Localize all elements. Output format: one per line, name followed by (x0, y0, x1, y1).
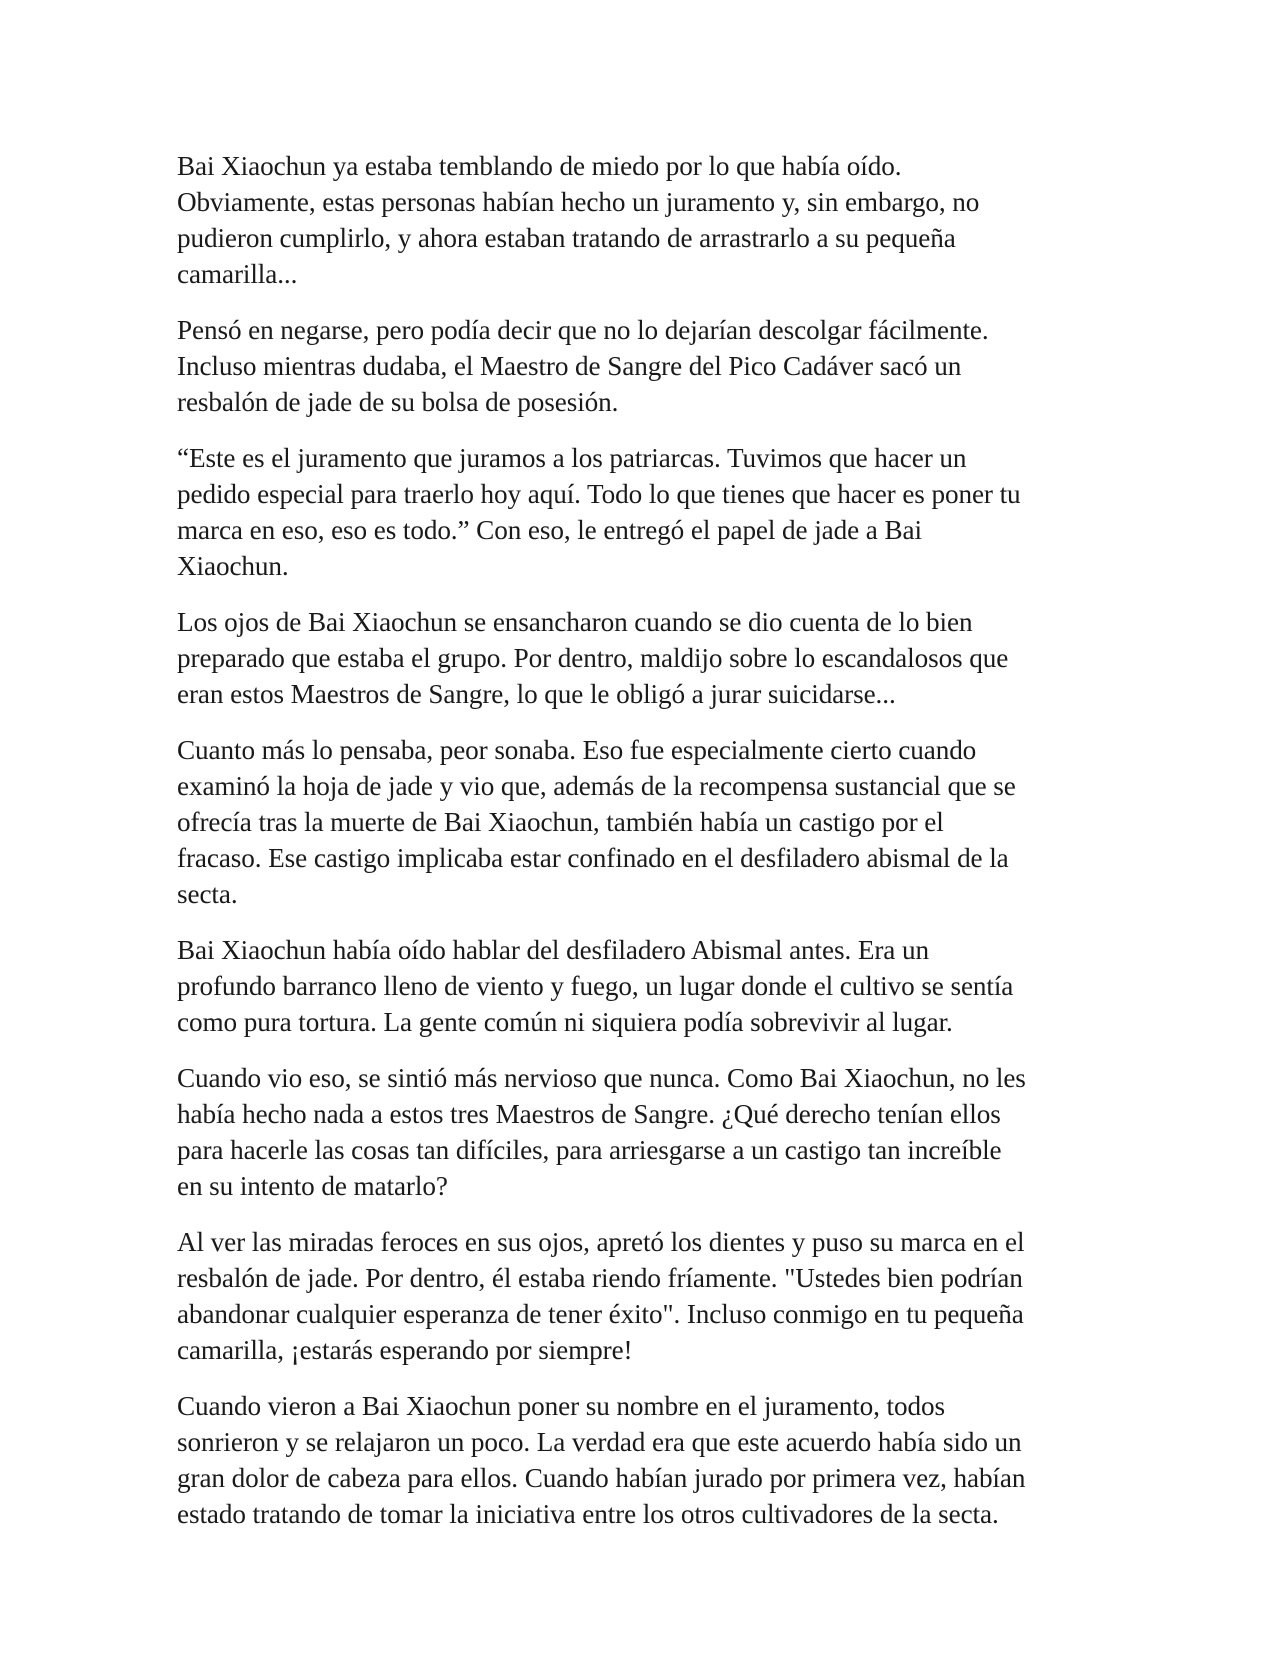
paragraph-6: Bai Xiaochun había oído hablar del desfiladero Abismal antes. Era un profundo barranco lleno de viento y fuego, un lugar donde el cultivo se sentía como pura tortura. La gente común ni siquiera podía sobrevivir al lugar. (177, 935, 1014, 1037)
paragraph-9: Cuando vieron a Bai Xiaochun poner su nombre en el juramento, todos sonrieron y se relajaron un poco. La verdad era que este acuerdo había sido un gran dolor de cabeza para ellos. Cuando habían jurado por primera vez, habían estado tratando de tomar la iniciativa entre los otros cultivadores de la secta. (177, 1391, 1026, 1529)
paragraph-7: Cuando vio eso, se sintió más nervioso que nunca. Como Bai Xiaochun, no les había hecho nada a estos tres Maestros de Sangre. ¿Qué derecho tenían ellos para hacerle las cosas tan difíciles, para arriesgarse a un castigo tan increíble en su intento de matarlo? (177, 1063, 1026, 1201)
paragraph-1: Bai Xiaochun ya estaba temblando de miedo por lo que había oído. Obviamente, estas personas habían hecho un juramento y, sin embargo, no pudieron cumplirlo, y ahora estaban tratando de arrastrarlo a su pequeña camarilla... (177, 151, 980, 289)
paragraph-4: Los ojos de Bai Xiaochun se ensancharon cuando se dio cuenta de lo bien preparado que estaba el grupo. Por dentro, maldijo sobre lo escandalosos que eran estos Maestros de Sangre, lo que le obligó a jurar suicidarse... (177, 607, 1009, 709)
paragraph-2: Pensó en negarse, pero podía decir que no lo dejarían descolgar fácilmente. Incluso mientras dudaba, el Maestro de Sangre del Pico Cadáver sacó un resbalón de jade de su bolsa de posesión. (177, 315, 989, 417)
paragraph-8: Al ver las miradas feroces en sus ojos, apretó los dientes y puso su marca en el resbalón de jade. Por dentro, él estaba riendo fríamente. "Ustedes bien podrían abandonar cualquier esperanza de tener éxito". Incluso conmigo en tu pequeña camarilla, ¡estarás esperando por siempre! (177, 1227, 1025, 1365)
paragraph-5: Cuanto más lo pensaba, peor sonaba. Eso fue especialmente cierto cuando examinó la hoja de jade y vio que, además de la recompensa sustancial que se ofrecía tras la muerte de Bai Xiaochun, también había un castigo por el fracaso. Ese castigo implicaba estar confinado en el desfiladero abismal de la secta. (177, 735, 1016, 909)
paragraph-3: “Este es el juramento que juramos a los patriarcas. Tuvimos que hacer un pedido especial para traerlo hoy aquí. Todo lo que tienes que hacer es poner tu marca en eso, eso es todo.” Con eso, le entregó el papel de jade a Bai Xiaochun. (177, 443, 1021, 581)
